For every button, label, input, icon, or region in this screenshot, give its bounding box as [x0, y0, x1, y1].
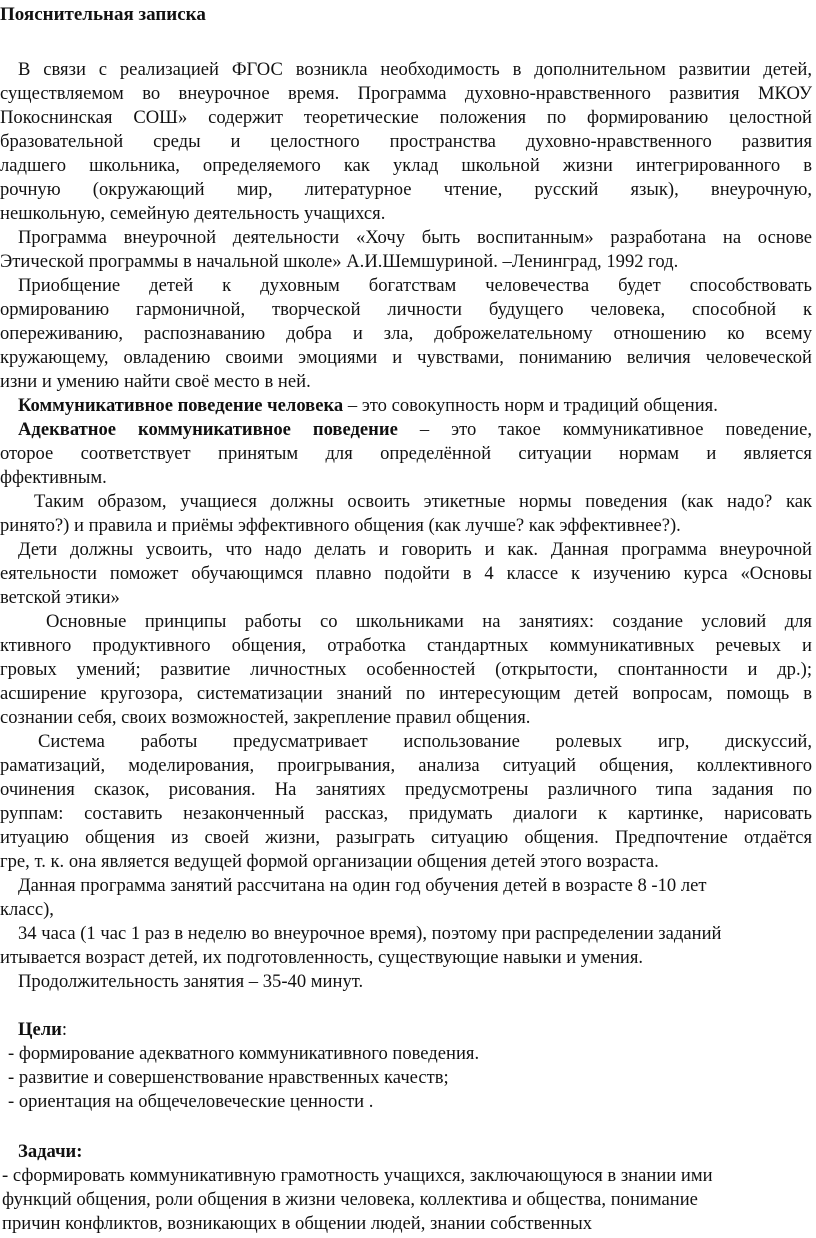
definition-line [18, 418, 812, 442]
task-line: причин конфликтов, возникающих в общении людей, знании собственных [2, 1213, 593, 1234]
text-line: существляемом во внеурочное время. Программа духовно-нравственного развития МКОУ [0, 83, 812, 104]
text-line: изни и умению найти своё место в ней. [0, 371, 311, 392]
goal-item: - ориентация на общечеловеческие ценности . [8, 1091, 374, 1112]
text-line: ринято?) и правила и приёмы эффективного общения (как лучше? как эффективнее?). [0, 515, 681, 536]
text-line: руппам: составить незаконченный рассказ, придумать диалоги к картинке, нарисовать [0, 803, 812, 824]
goals-colon: : [61, 1019, 68, 1040]
text-line: Таким образом, учащиеся должны освоить этикетные нормы поведения (как надо? как [34, 491, 812, 512]
text-line: Продолжительность занятия – 35-40 минут. [18, 971, 364, 992]
text-line: Основные принципы работы со школьниками на занятиях: создание условий для [46, 611, 812, 632]
text-line: опереживанию, распознаванию добра и зла, доброжелательному отношению ко всему [0, 323, 812, 344]
task-line: - сформировать коммуникативную грамотность учащихся, заключающуюся в знании ими [2, 1165, 713, 1186]
tasks-heading: Задачи: [18, 1141, 83, 1162]
definition-term: Адекватное коммуникативное поведение [18, 419, 398, 440]
definition-text: – это совокупность норм и традиций общения. [343, 395, 718, 416]
goals-heading-text: Цели [18, 1019, 62, 1040]
text-line: ормированию гармоничной, творческой личности будущего человека, способной к [0, 299, 812, 320]
text-line: нешкольную, семейную деятельность учащихся. [0, 203, 386, 224]
text-line: Данная программа занятий рассчитана на один год обучения детей в возрасте 8 -10 лет [18, 875, 707, 896]
definition-text: – это такое коммуникативное поведение, [397, 419, 812, 440]
text-line: раматизаций, моделирования, проигрывания, анализа ситуаций общения, коллективного [0, 755, 812, 776]
text-line: Приобщение детей к духовным богатствам человечества будет способствовать [18, 275, 812, 296]
text-line: Программа внеурочной деятельности «Хочу быть воспитанным» разработана на основе [18, 227, 812, 248]
text-line: итуацию общения из своей жизни, разыграть ситуацию общения. Предпочтение отдаётся [0, 827, 812, 848]
text-line: ладшего школьника, определяемого как уклад школьной жизни интегрированного в [0, 155, 812, 176]
text-line: ффективным. [0, 467, 107, 488]
text-line: рочную (окружающий мир, литературное чтение, русский язык), внеурочную, [0, 179, 812, 200]
task-line: функций общения, роли общения в жизни человека, коллектива и общества, понимание [2, 1189, 698, 1210]
document-title: Пояснительная записка [0, 4, 206, 25]
definition-line [18, 394, 816, 418]
text-line: кружающему, овладению своими эмоциями и чувствами, пониманию величия человеческой [0, 347, 812, 368]
text-line: В связи с реализацией ФГОС возникла необходимость в дополнительном развитии детей, [18, 59, 812, 80]
text-line: 34 часа (1 час 1 раз в неделю во внеурочное время), поэтому при распределении заданий [18, 923, 722, 944]
text-line: ветской этики» [0, 587, 120, 608]
text-line: ктивного продуктивного общения, отработка стандартных коммуникативных речевых и [0, 635, 812, 656]
text-line: итывается возраст детей, их подготовленность, существующие навыки и умения. [0, 947, 644, 968]
definition-term: Коммуникативное поведение человека [18, 395, 344, 416]
text-line: оторое соответствует принятым для определённой ситуации нормам и является [0, 443, 812, 464]
goals-heading [18, 1018, 816, 1042]
text-line: Покоснинская СОШ» содержит теоретические положения по формированию целостной [0, 107, 812, 128]
goal-item: - развитие и совершенствование нравственных качеств; [8, 1067, 449, 1088]
goal-item: - формирование адекватного коммуникативного поведения. [8, 1043, 480, 1064]
text-line: Дети должны усвоить, что надо делать и говорить и как. Данная программа внеурочной [18, 539, 812, 560]
text-line: сознании себя, своих возможностей, закрепление правил общения. [0, 707, 531, 728]
text-line: класс), [0, 899, 54, 920]
text-line: Этической программы в начальной школе» А.И.Шемшуриной. –Ленинград, 1992 год. [0, 251, 679, 272]
text-line: гровых умений; развитие личностных особенностей (открытости, спонтанности и др.); [0, 659, 812, 680]
text-line: очинения сказок, рисования. На занятиях предусмотрены различного типа задания по [0, 779, 812, 800]
text-line: бразовательной среды и целостного пространства духовно-нравственного развития [0, 131, 812, 152]
text-line: гре, т. к. она является ведущей формой организации общения детей этого возраста. [0, 851, 659, 872]
text-line: еятельности поможет обучающимся плавно подойти в 4 классе к изучению курса «Основы [0, 563, 812, 584]
text-line: Система работы предусматривает использование ролевых игр, дискуссий, [38, 731, 812, 752]
text-line: асширение кругозора, систематизации знаний по интересующим детей вопросам, помощь в [0, 683, 812, 704]
